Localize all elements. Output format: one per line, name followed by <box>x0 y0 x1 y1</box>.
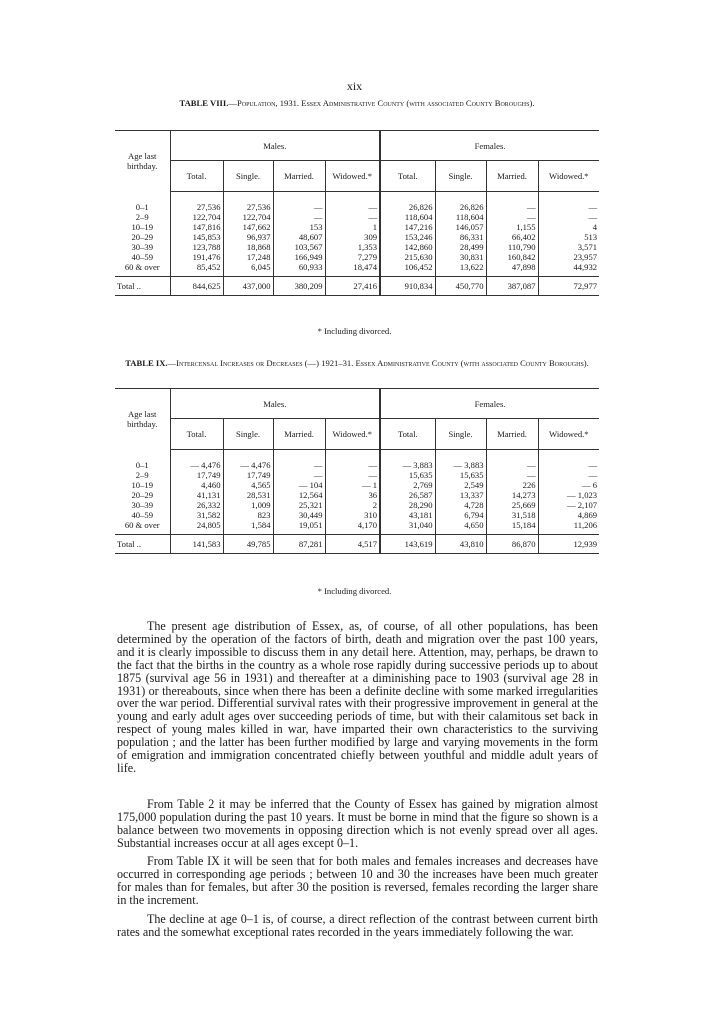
value-cell: 226 <box>486 480 538 490</box>
table8-caption <box>117 98 597 108</box>
value-cell: — <box>273 212 325 222</box>
value-cell: 160,842 <box>486 252 538 262</box>
value-cell: 146,057 <box>435 222 486 232</box>
table-row <box>115 242 599 252</box>
value-cell: 4,460 <box>170 480 223 490</box>
table9-col-header: Single. <box>223 419 273 449</box>
value-cell: 1,155 <box>486 222 538 232</box>
body-paragraph: From Table 2 it may be inferred that the County of Essex has gained by migration almost 175,000 population during the past 10 years. It must be borne in mind that the figure so shown is a balance between two movements in opposing direction which is not evenly spread over all ages. Substantial increases occur at all ages except 0–1. <box>117 797 598 850</box>
table8 <box>115 130 599 296</box>
value-cell: 13,622 <box>435 262 486 277</box>
value-cell: 145,853 <box>170 232 223 242</box>
table8-total-row <box>115 276 599 295</box>
table8-footnote: * Including divorced. <box>317 326 392 336</box>
value-cell: — 4,476 <box>223 460 273 470</box>
value-cell: 17,749 <box>170 470 223 480</box>
value-cell: 27,536 <box>170 202 223 212</box>
value-cell: 85,452 <box>170 262 223 277</box>
table9 <box>115 388 599 554</box>
value-cell: 14,273 <box>486 490 538 500</box>
value-cell: 4,650 <box>435 520 486 535</box>
value-cell: 118,604 <box>435 212 486 222</box>
body-paragraph: From Table IX it will be seen that for both males and females increases and decreases have occurred in corresponding age periods ; between 10 and 30 the increases have been much greater for males than for females, but after 30 the position is reversed, females recording the larger share in the increment. <box>117 854 598 907</box>
table9-caption-text: —Intercensal Increases or Decreases (—) 1921–31. Essex Administrative County (with associated County Boroughs). <box>167 358 589 368</box>
table-row <box>115 520 599 535</box>
value-cell: — 2,107 <box>567 499 598 510</box>
value-cell: 23,957 <box>573 251 598 262</box>
table8-col-header: Widowed.* <box>325 161 380 191</box>
value-cell: — <box>588 459 598 470</box>
table9-col-header: Married. <box>273 419 325 449</box>
table8-males-header: Males. <box>170 131 380 161</box>
total-cell: 49,785 <box>223 534 273 553</box>
table8-col-header: Total. <box>170 161 223 191</box>
value-cell: 3,571 <box>577 241 598 252</box>
age-cell: 60 & over <box>115 262 170 277</box>
value-cell: — <box>273 202 325 212</box>
value-cell: — <box>325 212 380 222</box>
value-cell: 96,937 <box>223 232 273 242</box>
table8-age-header: Age last birthday. <box>115 131 170 192</box>
value-cell: 18,474 <box>325 262 380 277</box>
total-cell: 450,770 <box>435 276 486 295</box>
value-cell: 123,788 <box>170 242 223 252</box>
value-cell: — <box>486 460 538 470</box>
value-cell: 166,949 <box>273 252 325 262</box>
table8-caption-text: —Population, 1931. Essex Administrative County (with associated County Boroughs). <box>228 98 535 108</box>
total-cell: 72,977 <box>538 276 599 295</box>
age-cell: 30–39 <box>115 500 170 510</box>
value-cell: — 4,476 <box>170 460 223 470</box>
value-cell: 142,860 <box>380 242 435 252</box>
value-cell: — <box>588 211 598 222</box>
value-cell: — <box>486 470 538 480</box>
value-cell: — <box>273 460 325 470</box>
age-cell: 40–59 <box>115 252 170 262</box>
value-cell: 147,662 <box>223 222 273 232</box>
age-cell: 30–39 <box>115 242 170 252</box>
table-row <box>115 490 599 500</box>
value-cell: 24,805 <box>170 520 223 535</box>
age-cell: 20–29 <box>115 232 170 242</box>
value-cell: 118,604 <box>380 212 435 222</box>
value-cell: — 3,883 <box>435 460 486 470</box>
table9-col-header: Total. <box>380 419 435 449</box>
value-cell: 6,794 <box>435 510 486 520</box>
value-cell: 12,564 <box>273 490 325 500</box>
value-cell: 25,321 <box>273 500 325 510</box>
value-cell: 2 <box>325 500 380 510</box>
value-cell: 48,607 <box>273 232 325 242</box>
table-row <box>115 232 599 242</box>
value-cell: 41,131 <box>170 490 223 500</box>
value-cell: — <box>325 470 380 480</box>
table8-females-header: Females. <box>380 131 599 161</box>
value-cell: 47,898 <box>486 262 538 277</box>
total-cell: 141,583 <box>170 534 223 553</box>
table9-age-header: Age last birthday. <box>115 389 170 450</box>
table-row <box>115 222 599 232</box>
value-cell: 86,331 <box>435 232 486 242</box>
age-cell: 0–1 <box>115 202 170 212</box>
table-row <box>115 510 599 520</box>
value-cell: 1,584 <box>223 520 273 535</box>
table9-males-header: Males. <box>170 389 380 419</box>
table8-col-header: Single. <box>223 161 273 191</box>
table9-body <box>115 449 599 534</box>
table-row <box>115 212 599 222</box>
table9-col-header: Single. <box>435 419 486 449</box>
value-cell: 6,045 <box>223 262 273 277</box>
table-row <box>115 480 599 490</box>
age-cell: 60 & over <box>115 520 170 535</box>
age-cell: 40–59 <box>115 510 170 520</box>
table-row <box>115 500 599 510</box>
table-row <box>115 262 599 277</box>
value-cell: 4,869 <box>577 509 598 520</box>
table8-col-header: Married. <box>486 161 538 191</box>
age-cell: 0–1 <box>115 460 170 470</box>
value-cell: — 1,023 <box>567 489 598 500</box>
value-cell: 147,216 <box>380 222 435 232</box>
value-cell: 13,337 <box>435 490 486 500</box>
value-cell: 31,040 <box>380 520 435 535</box>
value-cell: — <box>325 202 380 212</box>
total-cell: 844,625 <box>170 276 223 295</box>
value-cell: 2,549 <box>435 480 486 490</box>
value-cell: 27,536 <box>223 202 273 212</box>
value-cell: 513 <box>584 231 598 242</box>
value-cell: 26,826 <box>435 202 486 212</box>
table9-females-header: Females. <box>380 389 599 419</box>
value-cell: 1,009 <box>223 500 273 510</box>
table-row <box>115 252 599 262</box>
total-cell: 437,000 <box>223 276 273 295</box>
table9-col-header: Widowed.* <box>325 419 380 449</box>
table9-col-header: Married. <box>486 419 538 449</box>
value-cell: 122,704 <box>223 212 273 222</box>
value-cell: 310 <box>325 510 380 520</box>
value-cell: — <box>486 212 538 222</box>
value-cell: 15,635 <box>380 470 435 480</box>
total-cell: 143,619 <box>380 534 435 553</box>
value-cell: 215,630 <box>380 252 435 262</box>
value-cell: 28,290 <box>380 500 435 510</box>
age-cell: 10–19 <box>115 222 170 232</box>
value-cell: 191,476 <box>170 252 223 262</box>
value-cell: 11,206 <box>573 519 598 530</box>
value-cell: 106,452 <box>380 262 435 277</box>
table9-col-header: Widowed.* <box>538 419 599 449</box>
value-cell: 30,449 <box>273 510 325 520</box>
age-cell: 2–9 <box>115 212 170 222</box>
table8-col-header: Total. <box>380 161 435 191</box>
table9-footnote: * Including divorced. <box>317 586 392 596</box>
value-cell: 43,181 <box>380 510 435 520</box>
value-cell: 2,769 <box>380 480 435 490</box>
value-cell: 19,051 <box>273 520 325 535</box>
value-cell: 28,499 <box>435 242 486 252</box>
table9-caption <box>117 358 597 368</box>
table8-caption-lead: TABLE VIII. <box>179 98 229 108</box>
value-cell: 110,790 <box>486 242 538 252</box>
value-cell: — 3,883 <box>380 460 435 470</box>
total-cell: 910,834 <box>380 276 435 295</box>
value-cell: 7,279 <box>325 252 380 262</box>
table-row <box>115 202 599 212</box>
value-cell: 66,402 <box>486 232 538 242</box>
value-cell: 28,531 <box>223 490 273 500</box>
total-cell: 380,209 <box>273 276 325 295</box>
value-cell: 15,184 <box>486 520 538 535</box>
value-cell: 309 <box>325 232 380 242</box>
value-cell: 823 <box>223 510 273 520</box>
value-cell: — 1 <box>325 480 380 490</box>
value-cell: 4,728 <box>435 500 486 510</box>
total-cell: 87,281 <box>273 534 325 553</box>
total-cell: 387,087 <box>486 276 538 295</box>
table9-caption-lead: TABLE IX. <box>125 358 168 368</box>
value-cell: 122,704 <box>170 212 223 222</box>
value-cell: 4 <box>592 221 598 232</box>
value-cell: 25,669 <box>486 500 538 510</box>
value-cell: 26,826 <box>380 202 435 212</box>
age-cell: 20–29 <box>115 490 170 500</box>
value-cell: 44,932 <box>573 261 598 272</box>
table8-body <box>115 191 599 276</box>
value-cell: 26,587 <box>380 490 435 500</box>
value-cell: 153 <box>273 222 325 232</box>
value-cell: — <box>273 470 325 480</box>
body-paragraph: The decline at age 0–1 is, of course, a direct reflection of the contrast between current birth rates and the somewhat exceptional rates recorded in the years immediately following the war. <box>117 912 598 939</box>
value-cell: 26,332 <box>170 500 223 510</box>
value-cell: 153,246 <box>380 232 435 242</box>
value-cell: 31,582 <box>170 510 223 520</box>
value-cell: — <box>325 460 380 470</box>
value-cell: — <box>588 201 598 212</box>
value-cell: — 6 <box>582 479 598 490</box>
total-cell: 27,416 <box>325 276 380 295</box>
value-cell: 15,635 <box>435 470 486 480</box>
table8-total-label: Total .. <box>115 276 170 295</box>
table8-col-header: Married. <box>273 161 325 191</box>
value-cell: 1 <box>325 222 380 232</box>
value-cell: 31,518 <box>486 510 538 520</box>
value-cell: — <box>486 202 538 212</box>
value-cell: 147,816 <box>170 222 223 232</box>
table9-col-header: Total. <box>170 419 223 449</box>
table8-col-header: Widowed.* <box>538 161 599 191</box>
value-cell: — <box>588 469 598 480</box>
page-number: xix <box>346 79 363 93</box>
total-cell: 4,517 <box>325 534 380 553</box>
table8-col-header: Single. <box>435 161 486 191</box>
value-cell: 103,567 <box>273 242 325 252</box>
value-cell: 4,170 <box>325 520 380 535</box>
value-cell: — 104 <box>273 480 325 490</box>
total-cell: 12,939 <box>538 534 599 553</box>
value-cell: 17,248 <box>223 252 273 262</box>
table9-total-row <box>115 534 599 553</box>
value-cell: 18,868 <box>223 242 273 252</box>
table9-total-label: Total .. <box>115 534 170 553</box>
value-cell: 36 <box>325 490 380 500</box>
table-row <box>115 460 599 470</box>
total-cell: 43,810 <box>435 534 486 553</box>
body-paragraph: The present age distribution of Essex, as, of course, of all other populations, has been determined by the operation of the factors of birth, death and migration over the past 100 years, and it is clearly impossible to discuss them in any detail here. Attention, may, perhaps, be drawn to the fact that the births in the country as a whole rose rapidly during successive periods up to about 1875 (survival age 56 in 1931) and thereafter at a diminishing pace to 1903 (survival age 28 in 1931) or thereabouts, since when there has been a definite decline with some marked irregularities over the war period. Differential survival rates with their progressive improvement in general at the young and early adult ages over succeeding periods of time, but with their calamitous set back in respect of young males killed in war, have imparted their own characteristics to the surviving population ; and the latter has been further modified by large and varying movements in the form of emigration and immigration concentrated chiefly between youthful and middle adult years of life. <box>117 619 599 775</box>
value-cell: 17,749 <box>223 470 273 480</box>
total-cell: 86,870 <box>486 534 538 553</box>
age-cell: 2–9 <box>115 470 170 480</box>
value-cell: 60,933 <box>273 262 325 277</box>
value-cell: 30,831 <box>435 252 486 262</box>
age-cell: 10–19 <box>115 480 170 490</box>
table-row <box>115 470 599 480</box>
value-cell: 4,565 <box>223 480 273 490</box>
value-cell: 1,353 <box>325 242 380 252</box>
